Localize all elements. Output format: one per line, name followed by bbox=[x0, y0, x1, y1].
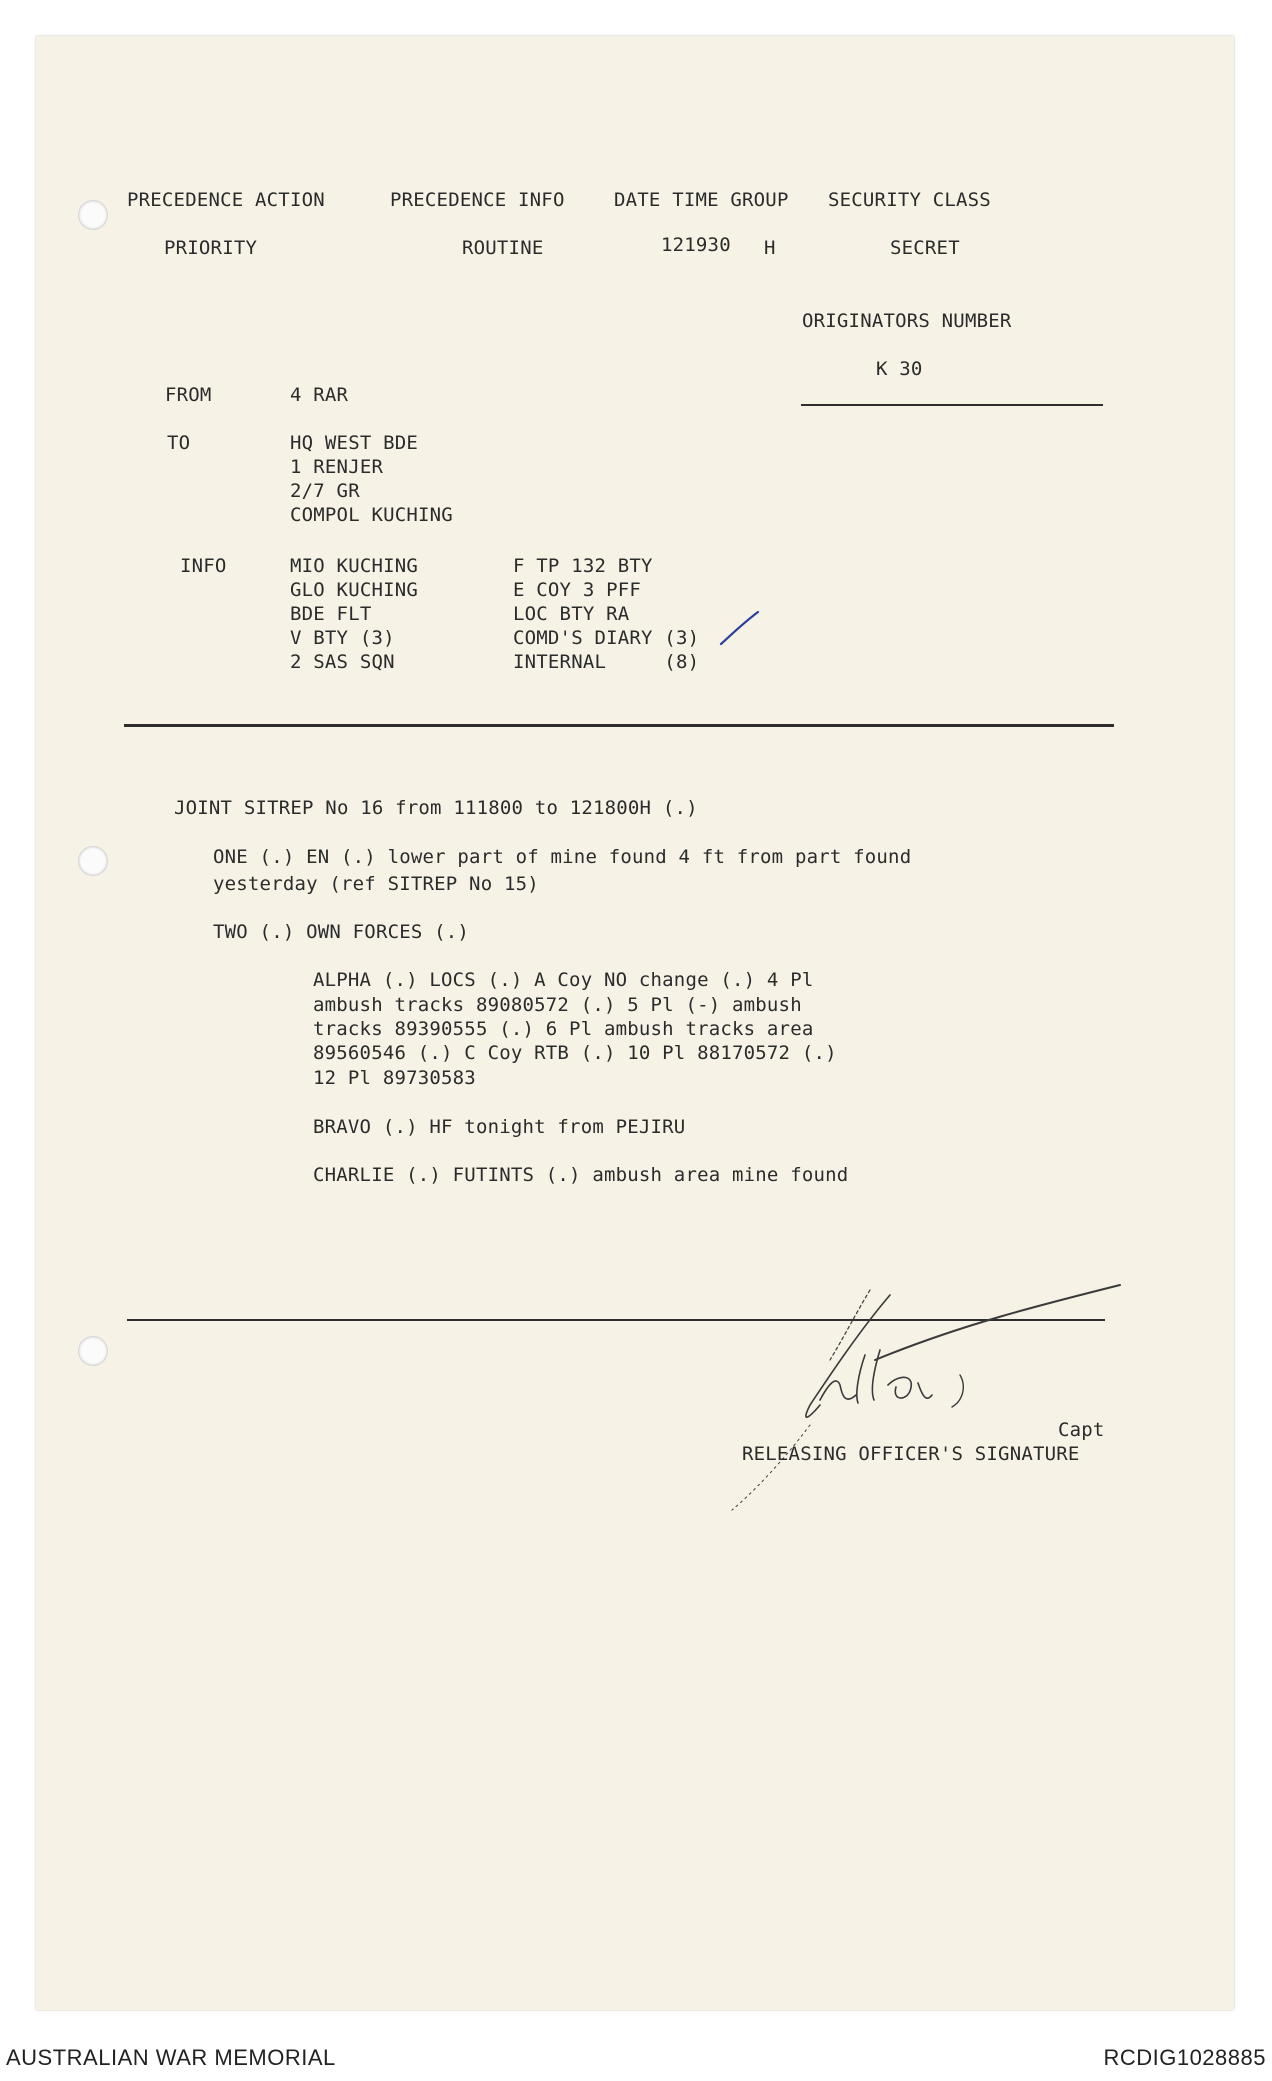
info-label: INFO bbox=[180, 555, 227, 577]
bravo-line: BRAVO (.) HF tonight from PEJIRU bbox=[313, 1116, 686, 1138]
releasing-officer-signature-label: RELEASING OFFICER'S SIGNATURE bbox=[742, 1443, 1080, 1465]
alpha-line: 89560546 (.) C Coy RTB (.) 10 Pl 88170572 (.) bbox=[313, 1042, 837, 1064]
info-addressee: COMD'S DIARY (3) bbox=[513, 627, 700, 649]
footer-record-id: RCDIG1028885 bbox=[1103, 2045, 1266, 2070]
alpha-line: ambush tracks 89080572 (.) 5 Pl (-) ambush bbox=[313, 994, 802, 1016]
handwritten-signature bbox=[660, 1235, 1140, 1515]
punch-hole-top bbox=[78, 200, 108, 230]
precedence-info-value: ROUTINE bbox=[462, 237, 544, 259]
info-addressee: F TP 132 BTY bbox=[513, 555, 653, 577]
para-one-line: yesterday (ref SITREP No 15) bbox=[213, 873, 539, 895]
footer-institution: AUSTRALIAN WAR MEMORIAL bbox=[6, 2045, 336, 2070]
blue-tick-mark bbox=[718, 608, 762, 648]
precedence-info-label: PRECEDENCE INFO bbox=[390, 189, 565, 211]
punch-hole-bottom bbox=[78, 1336, 108, 1366]
alpha-line: ALPHA (.) LOCS (.) A Coy NO change (.) 4 Pl bbox=[313, 969, 814, 991]
alpha-line: tracks 89390555 (.) 6 Pl ambush tracks area bbox=[313, 1018, 814, 1040]
from-value: 4 RAR bbox=[290, 384, 349, 406]
to-line: COMPOL KUCHING bbox=[290, 504, 453, 526]
from-label: FROM bbox=[165, 384, 212, 406]
info-addressee: GLO KUCHING bbox=[290, 579, 419, 601]
to-line: 1 RENJER bbox=[290, 456, 384, 478]
info-addressee: V BTY (3) bbox=[290, 627, 395, 649]
alpha-line: 12 Pl 89730583 bbox=[313, 1067, 476, 1089]
date-time-group-label: DATE TIME GROUP bbox=[614, 189, 789, 211]
info-addressee: INTERNAL (8) bbox=[513, 651, 700, 673]
punch-hole-middle bbox=[78, 846, 108, 876]
info-addressee: LOC BTY RA bbox=[513, 603, 630, 625]
date-time-zone: H bbox=[764, 237, 776, 259]
para-one-line: ONE (.) EN (.) lower part of mine found 4 ft from part found bbox=[213, 846, 912, 868]
date-time-group-value: 121930 bbox=[661, 234, 731, 256]
sitrep-title: JOINT SITREP No 16 from 111800 to 121800H (.) bbox=[174, 797, 698, 819]
info-addressee: E COY 3 PFF bbox=[513, 579, 642, 601]
security-class-label: SECURITY CLASS bbox=[828, 189, 991, 211]
charlie-line: CHARLIE (.) FUTINTS (.) ambush area mine found bbox=[313, 1164, 849, 1186]
to-label: TO bbox=[167, 432, 191, 454]
originators-number-label: ORIGINATORS NUMBER bbox=[802, 310, 1012, 332]
originators-number-value: K 30 bbox=[876, 358, 923, 380]
security-class-value: SECRET bbox=[890, 237, 960, 259]
originators-underline bbox=[801, 404, 1103, 406]
releasing-officer-rank: Capt bbox=[1058, 1419, 1105, 1441]
info-addressee: 2 SAS SQN bbox=[290, 651, 395, 673]
to-line: 2/7 GR bbox=[290, 480, 360, 502]
para-two: TWO (.) OWN FORCES (.) bbox=[213, 921, 470, 943]
info-addressee: BDE FLT bbox=[290, 603, 372, 625]
precedence-action-value: PRIORITY bbox=[164, 237, 258, 259]
info-addressee: MIO KUCHING bbox=[290, 555, 419, 577]
to-line: HQ WEST BDE bbox=[290, 432, 419, 454]
precedence-action-label: PRECEDENCE ACTION bbox=[127, 189, 325, 211]
addressing-divider bbox=[124, 724, 1114, 727]
